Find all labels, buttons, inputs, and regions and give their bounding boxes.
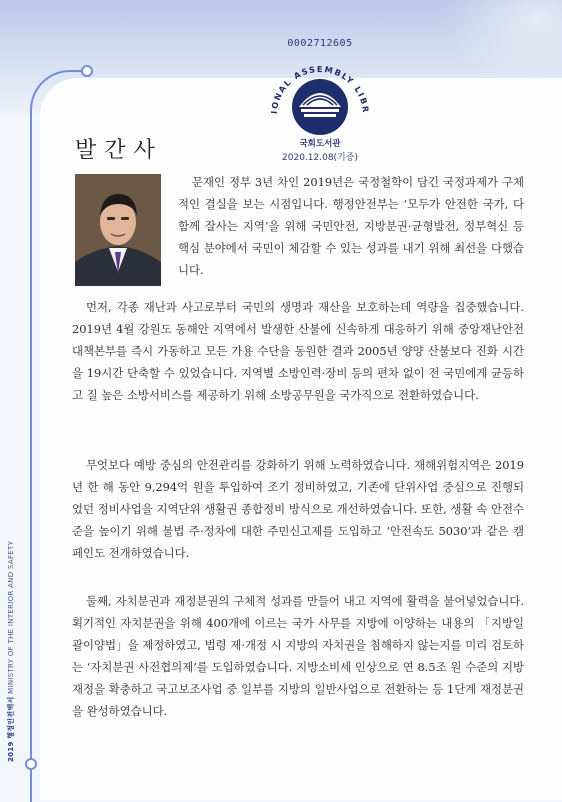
- curve-dot-bottom: [25, 758, 37, 770]
- library-stamp: [255, 38, 385, 166]
- stamp-date: 2020.12.08(기증): [282, 153, 358, 163]
- page-title: 발간사: [75, 137, 163, 163]
- stamp-circle-text: IONAL ASSEMBLY LIBR: [268, 63, 372, 115]
- minister-portrait: [75, 174, 161, 286]
- paragraph-decentralization: 둘째, 자치분권과 재정분권의 구체적 성과를 만들어 내고 지역에 활력을 불어넣었습니다. 획기적인 자치분권을 위해 400개에 이르는 국가 사무를 지방에 이양하는 내용의 「지방일괄이양법」을 제정하였고, 법령 제·개정 시 지방의 자치권을 침해하지 않는지를 미리 검토하는 ‘자치분권 사전협의제’를 도입하였습니다. 지방소비세 인상으로 연 8.5조 원 수준의 지방재정을 확충하고 국고보조사업 중 일부를 지방의 일반사업으로 전환하는 등 1단계 재정분권을 완성하였습니다.: [72, 594, 524, 718]
- side-label-english: MINISTRY OF THE INTERIOR AND SAFETY: [7, 540, 15, 694]
- stamp-korean: 국회도서관: [299, 139, 341, 149]
- paragraph-intro: 문재인 정부 3년 차인 2019년은 국정철학이 담긴 국정과제가 구체적인 결실을 보는 시점입니다. 행정안전부는 ‘모두가 안전한 국가, 다함께 잘사는 지역’을 위해 국민안전, 지방분권·균형발전, 정부혁신 등 핵심 분야에서 국민이 체감할 수 있는 성과를 내기 위해 최선을 다했습니다.: [178, 175, 524, 277]
- curve-dot-top: [81, 65, 93, 77]
- side-label: [6, 541, 16, 762]
- library-seal-icon: [255, 49, 385, 149]
- side-label-korean: 행정안전백서: [7, 696, 15, 739]
- stamp-id: 0002712605: [287, 38, 353, 49]
- side-label-year: 2019: [7, 741, 15, 762]
- paragraph-safety: 먼저, 각종 재난과 사고로부터 국민의 생명과 재산을 보호하는데 역량을 집중했습니다. 2019년 4월 강원도 동해안 지역에서 발생한 산불에 신속하게 대응하기 위해 중앙재난안전대책본부를 즉시 가동하고 모든 가용 수단을 동원한 결과 2005년 양양 산불보다 진화 시간을 19시간 단축할 수 있었습니다. 지역별 소방인력·장비 등의 편차 없이 전 국민에게 균등하고 질 높은 소방서비스를 제공하기 위해 소방공무원을 국가직으로 전환하였습니다.: [72, 300, 524, 402]
- paragraph-prevention: 무엇보다 예방 중심의 안전관리를 강화하기 위해 노력하였습니다. 재해위험지역은 2019년 한 해 동안 9,294억 원을 투입하여 조기 정비하였고, 기존에 단위사업 중심으로 진행되었던 정비사업을 지역단위 생활권 종합정비 방식으로 개선하였습니다. 또한, 생활 속 안전수준을 높이기 위해 불법 주·정차에 대한 주민신고제를 도입하고 ‘안전속도 5030’과 같은 캠페인도 전개하였습니다.: [72, 458, 524, 560]
